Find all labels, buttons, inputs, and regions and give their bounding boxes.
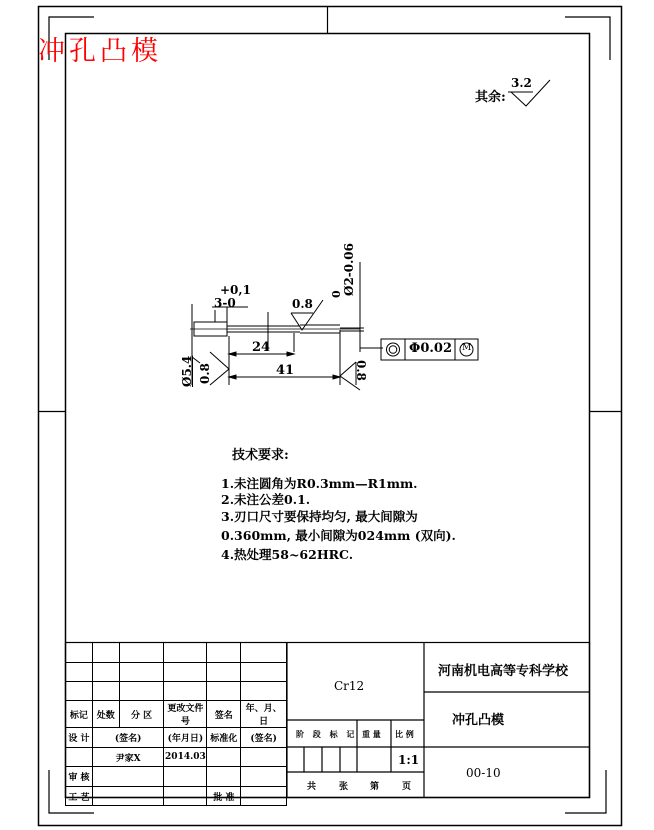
dim-41: 41 xyxy=(276,363,295,378)
tech-req-item: 3.刃口尺寸要保持均匀, 最大间隙为 xyxy=(221,509,418,524)
dim-tip-diameter: Ø2-0.06 xyxy=(342,242,356,296)
tech-req-item: 0.360mm, 最小间隙为024mm (双向). xyxy=(221,528,456,543)
roughness-top: 0.8 xyxy=(292,297,313,311)
roughness-right: 0.8 xyxy=(354,360,368,381)
hdr-change-doc: 更改文件号 xyxy=(164,701,207,728)
dim-head-diameter: Ø5.4 xyxy=(180,355,194,387)
weight-header: 重 量 xyxy=(362,729,381,739)
std-signature: (签名) xyxy=(241,728,287,748)
tech-req-item: 1.未注圆角为R0.3mm—R1mm. xyxy=(221,476,418,491)
dim-3-minus-0: 3-0 xyxy=(214,296,236,310)
process-label: 工 艺 xyxy=(66,787,93,806)
dim-24: 24 xyxy=(252,340,271,355)
tech-req-item: 4.热处理58~62HRC. xyxy=(221,547,354,562)
sheet-unit-label: 张 xyxy=(339,782,349,792)
material: Cr12 xyxy=(334,679,365,693)
roughness-left: 0.8 xyxy=(198,363,212,384)
gdt-value: Φ0.02 xyxy=(409,341,452,356)
hdr-mark: 标记 xyxy=(66,701,93,728)
design-date: (年月日) xyxy=(164,728,207,748)
designer-name: 尹家X xyxy=(92,748,164,767)
review-label: 审 核 xyxy=(66,767,93,787)
surface-finish-value: 3.2 xyxy=(511,76,532,90)
hdr-signature: 签名 xyxy=(207,701,241,728)
drawing-number: 00-10 xyxy=(466,766,501,780)
hdr-date: 年、月、日 xyxy=(241,701,287,728)
sheet-page-label: 页 xyxy=(402,782,412,792)
hdr-count: 处数 xyxy=(92,701,119,728)
school-name: 河南机电高等专科学校 xyxy=(438,664,569,679)
sheet-total-label: 共 xyxy=(307,782,317,792)
surface-finish-label: 其余: xyxy=(475,90,506,105)
design-date-value: 2014.03 xyxy=(164,748,207,767)
part-name: 冲孔凸模 xyxy=(452,713,505,728)
scale-header: 比 例 xyxy=(395,729,414,739)
hdr-zone: 分 区 xyxy=(119,701,164,728)
approve-label: 批 准 xyxy=(207,787,241,806)
gdt-modifier: M xyxy=(462,343,472,353)
drawing-title-red: 冲孔凸模 xyxy=(38,36,162,67)
stage-mark-header: 阶 段 标 记 xyxy=(296,729,358,739)
sheet-no-label: 第 xyxy=(370,782,380,792)
dim-tip-tol-upper: 0 xyxy=(330,290,343,298)
tech-req-item: 2.未注公差0.1. xyxy=(221,492,311,507)
design-label: 设 计 xyxy=(66,728,93,748)
scale-value: 1:1 xyxy=(398,753,420,767)
title-block-left xyxy=(65,642,287,806)
standardization-label: 标准化 xyxy=(207,728,241,748)
dim-tolerance-upper: +0,1 xyxy=(220,283,251,297)
design-signature: (签名) xyxy=(92,728,164,748)
tech-req-heading: 技术要求: xyxy=(232,448,289,463)
